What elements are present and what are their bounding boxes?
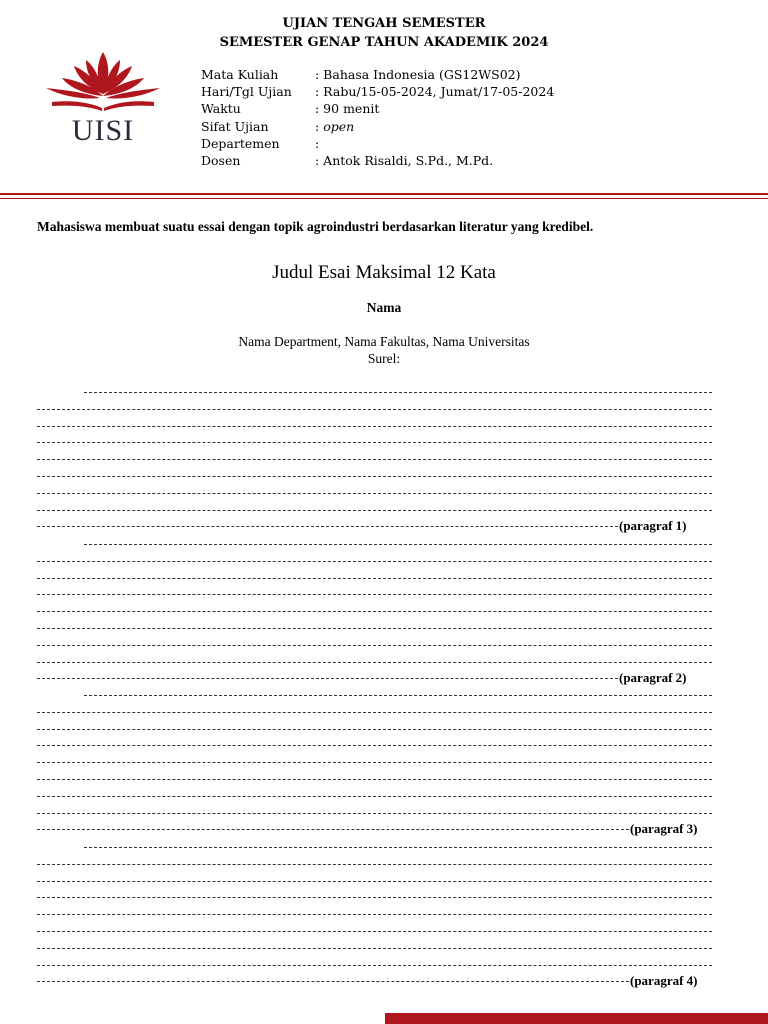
indented-writing-line (84, 392, 712, 393)
writing-line (37, 628, 712, 629)
info-row-department (201, 135, 554, 152)
info-label: Hari/Tgl Ujian (201, 84, 292, 100)
writing-line (37, 493, 712, 494)
instruction-text: Mahasiswa membuat suatu essai dengan topik agroindustri berdasarkan literatur yang kredibel. (37, 219, 594, 234)
info-row-course (201, 66, 554, 83)
writing-line (37, 729, 712, 730)
info-value: : (315, 135, 320, 151)
exam-info-table (201, 66, 554, 169)
writing-line (37, 678, 618, 679)
header-divider-thin (0, 198, 768, 199)
info-value-italic: open (323, 118, 355, 134)
writing-line (37, 426, 712, 427)
writing-line (37, 914, 712, 915)
info-label: Waktu (201, 101, 241, 117)
writing-line (37, 526, 618, 527)
writing-line (37, 510, 712, 511)
paragraph-label: (paragraf 1) (619, 518, 687, 533)
writing-line (37, 965, 712, 966)
writing-line (37, 813, 712, 814)
info-value-prefix: : (315, 118, 324, 134)
writing-line (37, 762, 712, 763)
writing-line (37, 594, 712, 595)
essay-title: Judul Esai Maksimal 12 Kata (272, 262, 496, 283)
author-name: Nama (366, 300, 402, 315)
indented-writing-line (84, 695, 712, 696)
writing-line (37, 796, 712, 797)
info-value: : Rabu/15-05-2024, Jumat/17-05-2024 (315, 84, 555, 100)
writing-line (37, 829, 629, 830)
writing-line (37, 881, 712, 882)
uisi-logo (42, 50, 164, 150)
semester-title: SEMESTER GENAP TAHUN AKADEMIK 2024 (219, 35, 549, 50)
writing-line (37, 779, 712, 780)
info-label: Departemen (201, 135, 280, 151)
writing-line (37, 864, 712, 865)
info-label: Sifat Ujian (201, 118, 269, 134)
writing-line (37, 745, 712, 746)
footer-bar (385, 1013, 768, 1024)
author-email: Surel: (367, 351, 401, 366)
info-value: : Bahasa Indonesia (GS12WS02) (315, 67, 521, 82)
writing-line (37, 948, 712, 949)
paragraph-label: (paragraf 2) (619, 670, 687, 685)
writing-line (37, 561, 712, 562)
info-row-duration (201, 100, 554, 117)
exam-title: UJIAN TENGAH SEMESTER (282, 16, 486, 31)
info-label: Dosen (201, 153, 241, 169)
info-value (315, 118, 354, 135)
writing-line (37, 645, 712, 646)
logo-text: UISI (71, 114, 135, 147)
writing-line (37, 476, 712, 477)
writing-line (37, 897, 712, 898)
info-row-date (201, 83, 554, 100)
info-row-exam-type (201, 118, 554, 135)
writing-line (37, 931, 712, 932)
paragraph-label: (paragraf 3) (630, 821, 698, 836)
writing-line (37, 611, 712, 612)
info-row-lecturer (201, 152, 554, 169)
info-label: Mata Kuliah (201, 67, 279, 82)
info-value: : Antok Risaldi, S.Pd., M.Pd. (315, 153, 494, 169)
writing-line (37, 981, 629, 982)
lotus-book-icon (42, 50, 164, 116)
writing-line (37, 712, 712, 713)
writing-line (37, 409, 712, 410)
author-affiliation: Nama Department, Nama Fakultas, Nama Universitas (238, 334, 530, 349)
writing-line (37, 578, 712, 579)
writing-line (37, 459, 712, 460)
indented-writing-line (84, 847, 712, 848)
writing-line (37, 662, 712, 663)
paragraph-label: (paragraf 4) (630, 973, 698, 988)
info-value: : 90 menit (315, 101, 380, 117)
indented-writing-line (84, 544, 712, 545)
writing-line (37, 442, 712, 443)
header-divider (0, 193, 768, 195)
